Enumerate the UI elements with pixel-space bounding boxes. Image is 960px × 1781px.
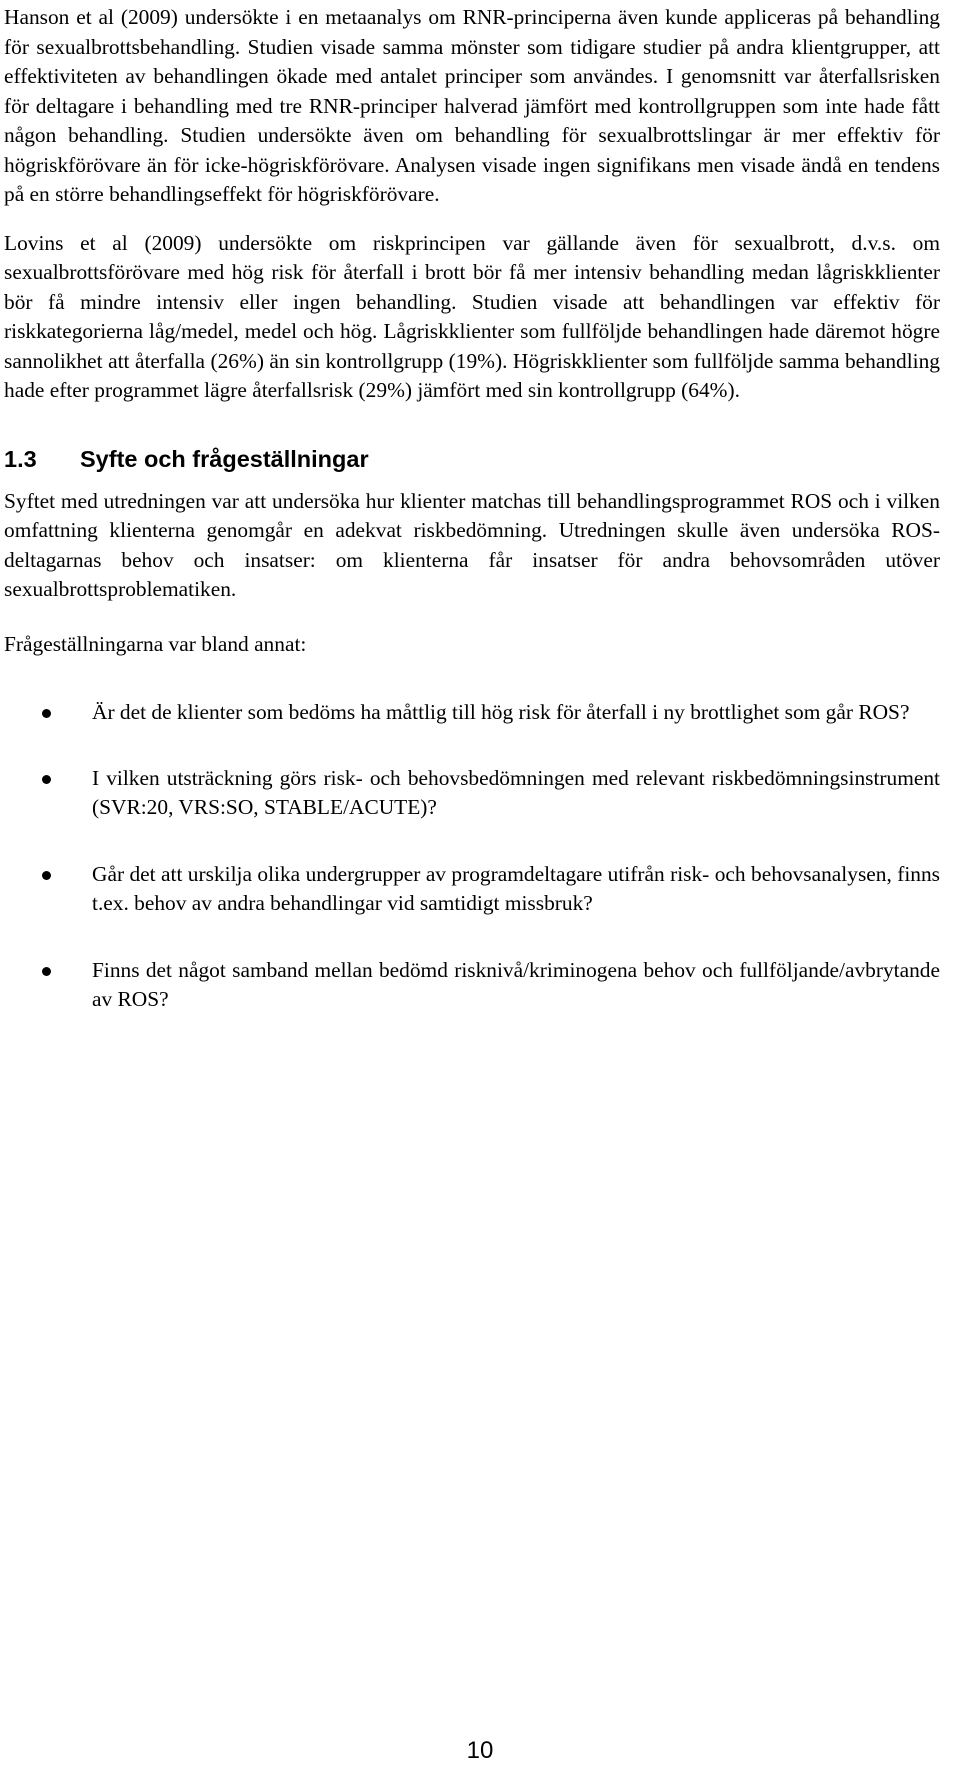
list-item [4,698,940,728]
question-text: Går det att urskilja olika undergrupper av programdeltagare utifrån risk- och behovsanalysen, finns t.ex. behov av andra behandlingar vid samtidigt missbruk? [92,861,940,915]
question-list [4,698,940,1015]
list-item [4,860,940,919]
page-number: 10 [466,1737,494,1764]
question-text: Är det de klienter som bedöms ha måttlig till hög risk för återfall i ny brottlighet som går ROS? [92,700,910,724]
document-page [4,0,940,1015]
paragraph-questions-intro: Frågeställningarna var bland annat: [4,631,307,656]
paragraph-purpose: Syftet med utredningen var att undersöka hur klienter matchas till behandlingsprogrammet ROS och i vilken omfattning klienterna genomgår en adekvat riskbedömning. Utredningen skulle även undersöka ROS-deltagarnas behov och insatser: om klienterna får insatser för andra behovsområden utöver sexualbrottsproblematiken. [4,488,940,601]
paragraph-lovins-study: Lovins et al (2009) undersökte om riskprincipen var gällande även för sexualbrott, d.v.s. om sexualbrottsförövare med hög risk för återfall i brott bör få mer intensiv behandling medan lågriskklienter bör få mindre intensiv eller ingen behandling. Studien visade att behandlingen var effektiv för riskkategorierna låg/medel, medel och hög. Lågriskklienter som fullföljde behandlingen hade däremot högre sannolikhet att återfalla (26%) än sin kontrollgrupp (19%). Högriskklienter som fullföljde samma behandling hade efter programmet lägre återfallsrisk (29%) jämfört med sin kontrollgrupp (64%). [4,230,940,402]
question-text: Finns det något samband mellan bedömd risknivå/kriminogena behov och fullföljande/avbrytande av ROS? [92,957,940,1011]
bullet-icon [42,775,51,784]
bullet-icon [42,709,51,718]
section-title: Syfte och frågeställningar [80,445,369,472]
bullet-icon [42,871,51,880]
bullet-icon [42,967,51,976]
list-item [4,764,940,823]
paragraph-hanson-study: Hanson et al (2009) undersökte i en metaanalys om RNR-principerna även kunde appliceras på behandling för sexualbrottsbehandling. Studien visade samma mönster som tidigare studier på andra klientgrupper, att effektiviteten av behandlingen ökade med antalet principer som användes. I genomsnitt var återfallsrisken för deltagare i behandling med tre RNR-principer halverad jämfört med kontrollgruppen som inte hade fått någon behandling. Studien undersökte även om behandling för sexualbrottslingar är mer effektiv för högriskförövare än för icke-högriskförövare. Analysen visade ingen signifikans men visade ändå en tendens på en större behandlingseffekt för högriskförövare. [4,5,940,206]
list-item [4,956,940,1015]
section-heading [4,444,940,474]
section-number: 1.3 [4,445,37,472]
question-text: I vilken utsträckning görs risk- och behovsbedömningen med relevant riskbedömningsinstrument (SVR:20, VRS:SO, STABLE/ACUTE)? [92,765,940,819]
